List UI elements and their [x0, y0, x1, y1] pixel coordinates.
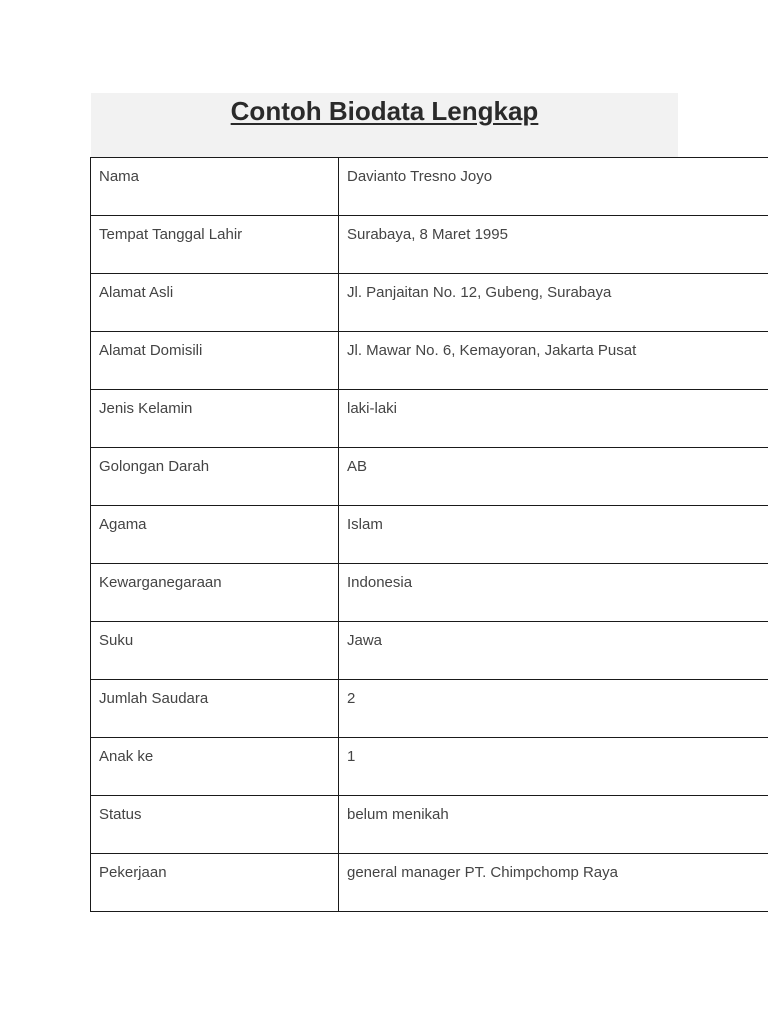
row-value: 2 — [339, 680, 768, 738]
row-value: laki-laki — [339, 390, 768, 448]
table-row — [91, 564, 768, 622]
row-label: Alamat Domisili — [91, 332, 339, 390]
row-value: Jl. Mawar No. 6, Kemayoran, Jakarta Pusat — [339, 332, 768, 390]
row-value: Indonesia — [339, 564, 768, 622]
title-band — [91, 93, 678, 157]
row-value: belum menikah — [339, 796, 768, 854]
row-label: Kewarganegaraan — [91, 564, 339, 622]
row-label: Status — [91, 796, 339, 854]
row-value: Surabaya, 8 Maret 1995 — [339, 216, 768, 274]
row-value: 1 — [339, 738, 768, 796]
table-row — [91, 390, 768, 448]
table-row — [91, 158, 768, 216]
row-value: Jawa — [339, 622, 768, 680]
row-value: AB — [339, 448, 768, 506]
row-value: general manager PT. Chimpchomp Raya — [339, 854, 768, 912]
row-value: Islam — [339, 506, 768, 564]
table-row — [91, 680, 768, 738]
row-label: Tempat Tanggal Lahir — [91, 216, 339, 274]
biodata-table — [90, 157, 768, 912]
document-title: Contoh Biodata Lengkap — [230, 96, 539, 126]
row-label: Jumlah Saudara — [91, 680, 339, 738]
row-value: Davianto Tresno Joyo — [339, 158, 768, 216]
table-row — [91, 622, 768, 680]
table-row — [91, 448, 768, 506]
table-row — [91, 854, 768, 912]
table-row — [91, 274, 768, 332]
row-label: Agama — [91, 506, 339, 564]
table-row — [91, 332, 768, 390]
row-label: Jenis Kelamin — [91, 390, 339, 448]
table-row — [91, 796, 768, 854]
row-label: Anak ke — [91, 738, 339, 796]
row-label: Pekerjaan — [91, 854, 339, 912]
row-label: Suku — [91, 622, 339, 680]
table-row — [91, 216, 768, 274]
row-value: Jl. Panjaitan No. 12, Gubeng, Surabaya — [339, 274, 768, 332]
table-row — [91, 506, 768, 564]
row-label: Golongan Darah — [91, 448, 339, 506]
table-row — [91, 738, 768, 796]
row-label: Alamat Asli — [91, 274, 339, 332]
row-label: Nama — [91, 158, 339, 216]
